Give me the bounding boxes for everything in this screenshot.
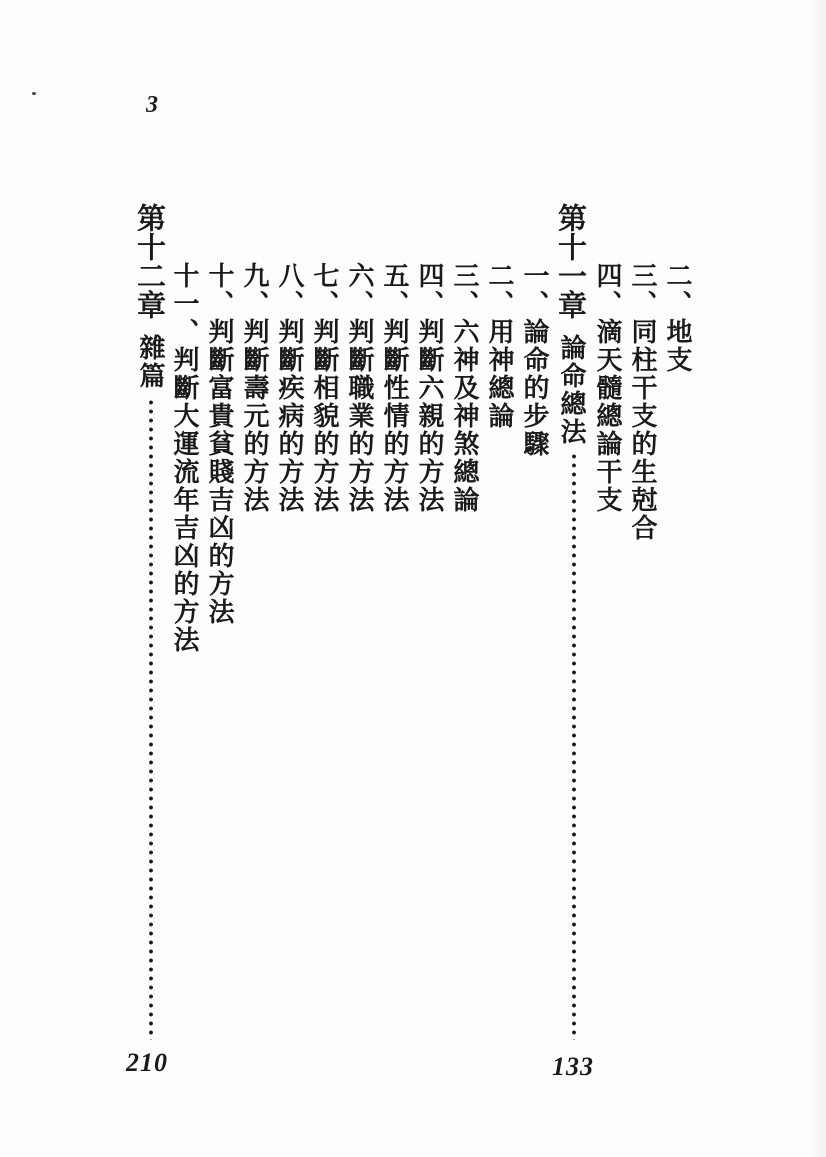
toc-entry: 一、論命的步驟 [519, 262, 549, 458]
toc-entry: 三、六神及神煞總論 [449, 262, 479, 514]
toc-entry: 十、判斷富貴貧賤吉凶的方法 [204, 262, 234, 626]
toc-entry: 十一、判斷大運流年吉凶的方法 [169, 262, 199, 654]
chapter-12-subtitle: 雜篇 [135, 334, 165, 390]
chapter-11-title: 第十一章 [554, 203, 588, 319]
toc-entry: 二、地支 [662, 262, 692, 374]
leader-dots [571, 452, 577, 1040]
page-number: 3 [146, 92, 158, 118]
chapter-12-title: 第十二章 [133, 203, 167, 319]
toc-entry: 二、用神總論 [484, 262, 514, 430]
toc-entry: 九、判斷壽元的方法 [239, 262, 269, 514]
toc-entry: 五、判斷性情的方法 [379, 262, 409, 514]
toc-entry: 四、滴天髓總論干支 [592, 262, 622, 514]
chapter-11-subtitle: 論命總法 [556, 334, 586, 446]
chapter-11-page: 133 [552, 1052, 594, 1081]
toc-entry: 六、判斷職業的方法 [344, 262, 374, 514]
toc-entry: 八、判斷疾病的方法 [274, 262, 304, 514]
chapter-12-page: 210 [126, 1048, 168, 1077]
scan-speck [32, 92, 36, 95]
toc-entry: 四、判斷六親的方法 [414, 262, 444, 514]
toc-entry: 三、同柱干支的生尅合 [627, 262, 657, 542]
leader-dots [148, 398, 154, 1040]
scan-edge [808, 0, 826, 1157]
toc-entry: 七、判斷相貌的方法 [309, 262, 339, 514]
